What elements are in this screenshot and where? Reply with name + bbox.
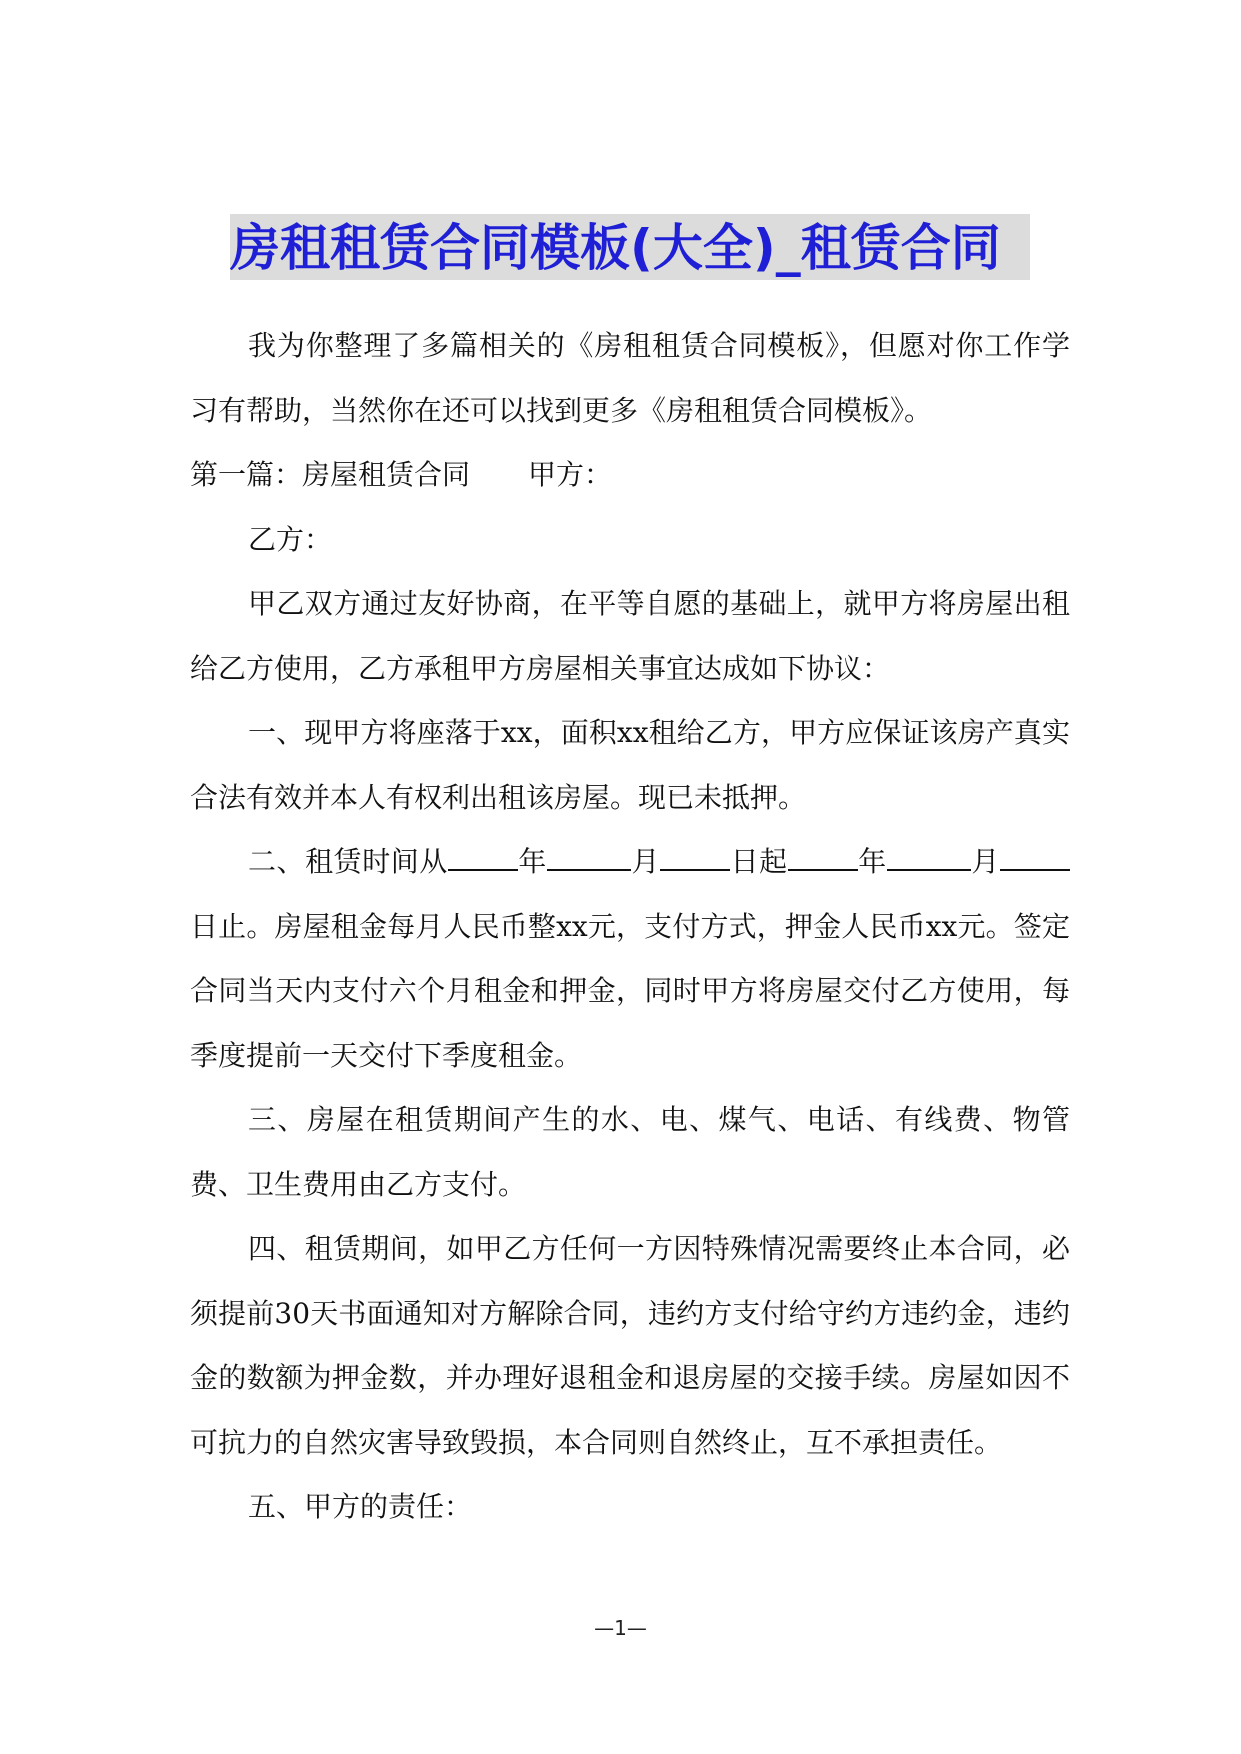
party-a-label: 甲方： xyxy=(528,458,613,491)
clause-two-year-2: 年 xyxy=(857,845,887,878)
clause-five: 五、甲方的责任： xyxy=(248,1490,473,1523)
section-heading-line xyxy=(190,443,1070,508)
blank-field xyxy=(788,845,858,871)
intro-paragraph: 我为你整理了多篇相关的《房租租赁合同模板》，但愿对你工作学习有帮助，当然你在还可以找到更多《房租租赁合同模板》。 xyxy=(190,329,1070,427)
document-title: 房租租赁合同模板(大全)_租赁合同 xyxy=(230,219,1001,277)
blank-field xyxy=(660,845,730,871)
clause-one: 一、现甲方将座落于xx，面积xx租给乙方，甲方应保证该房产真实合法有效并本人有权利出租该房屋。现已未抵押。 xyxy=(190,716,1070,814)
blank-field xyxy=(1000,845,1070,871)
document-body xyxy=(190,314,1070,1540)
party-b-label: 乙方： xyxy=(248,522,333,556)
clause-two-year-1: 年 xyxy=(517,845,547,878)
clause-two xyxy=(190,830,1070,1088)
clause-two-prefix: 二、租赁时间从 xyxy=(248,845,448,878)
clause-two-month-1: 月 xyxy=(630,845,661,878)
clause-two-day-1: 日起 xyxy=(730,845,788,878)
clause-four: 四、租赁期间，如甲乙方任何一方因特殊情况需要终止本合同，必须提前30天书面通知对方解除合同，违约方支付给守约方违约金，违约金的数额为押金数，并办理好退租金和退房屋的交接手续。房屋如因不可抗力的自然灾害导致毁损，本合同则自然终止，互不承担责任。 xyxy=(190,1232,1070,1459)
agreement-paragraph: 甲乙双方通过友好协商，在平等自愿的基础上，就甲方将房屋出租给乙方使用，乙方承租甲方房屋相关事宜达成如下协议： xyxy=(190,587,1070,685)
section-heading: 第一篇：房屋租赁合同 xyxy=(190,458,471,491)
clause-two-rest: 日止。房屋租金每月人民币整xx元，支付方式，押金人民币xx元。签定合同当天内支付六个月租金和押金，同时甲方将房屋交付乙方使用，每季度提前一天交付下季度租金。 xyxy=(190,909,1070,1072)
blank-field xyxy=(448,845,518,871)
clause-three: 三、房屋在租赁期间产生的水、电、煤气、电话、有线费、物管费、卫生费用由乙方支付。 xyxy=(190,1103,1070,1201)
blank-field xyxy=(887,845,971,871)
page-number: —1— xyxy=(594,1616,647,1640)
blank-field xyxy=(547,845,631,871)
clause-two-month-2: 月 xyxy=(970,845,1000,878)
